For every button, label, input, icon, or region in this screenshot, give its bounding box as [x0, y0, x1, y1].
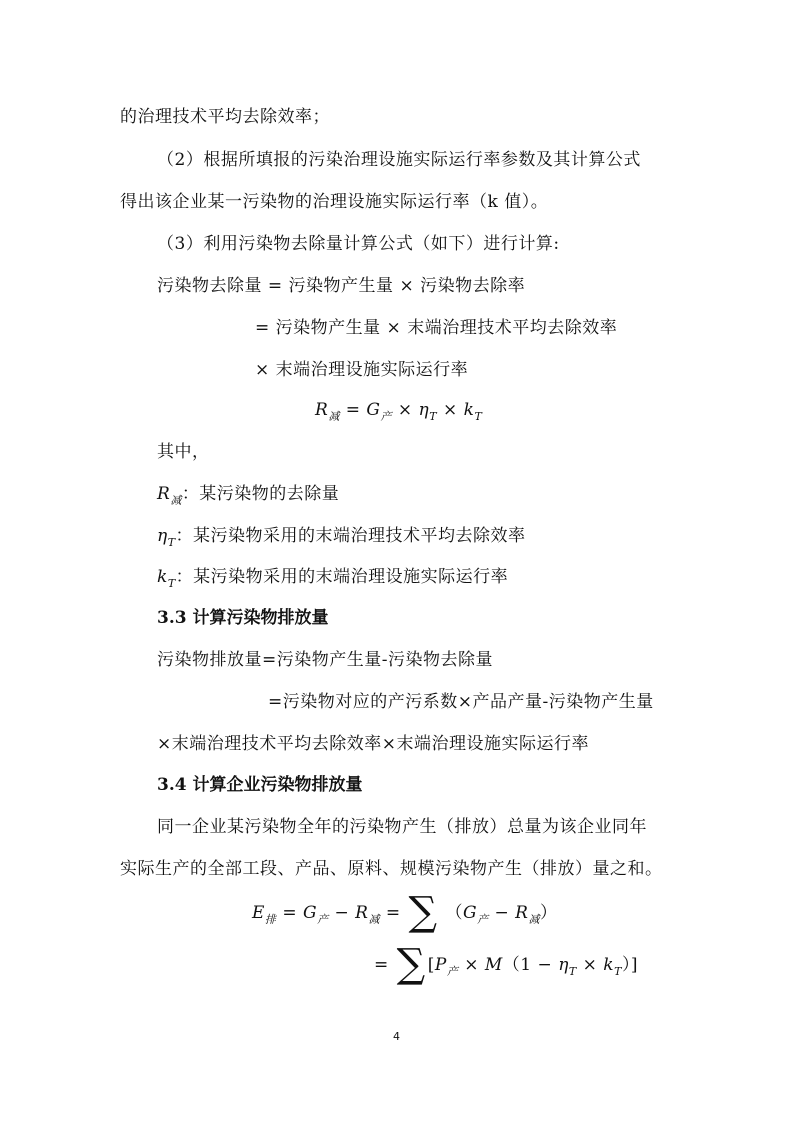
formula-emission: $E_排 = G_产 - R_减$ = ∑ $(G_产 - R_减)$ — [252, 889, 558, 935]
formula-emission-expanded: = ∑ $[P_产 \times M(1 - \eta_T \times k_T)]$ — [374, 941, 639, 987]
text-line: 的治理技术平均去除效率； — [120, 107, 330, 127]
section-heading: 3.3 计算污染物排放量 — [157, 608, 329, 628]
text-line: 同一企业某污染物全年的污染物产生（排放）总量为该企业同年 — [157, 817, 647, 837]
text-line: （3）利用污染物去除量计算公式（如下）进行计算: — [157, 234, 560, 254]
page-number: 4 — [393, 1030, 400, 1043]
definition-r: $R_减$：某污染物的去除量 — [157, 484, 340, 507]
text-line: = 污染物产生量 × 末端治理技术平均去除效率 — [255, 318, 618, 338]
text-line: =污染物对应的产污系数×产品产量-污染物产生量 — [268, 692, 654, 712]
text-line: ×末端治理技术平均去除效率×末端治理设施实际运行率 — [157, 734, 589, 754]
text-line: （2）根据所填报的污染治理设施实际运行率参数及其计算公式 — [157, 150, 641, 170]
definition-eta: $\eta_T$：某污染物采用的末端治理技术平均去除效率 — [157, 526, 526, 549]
text-line: 其中， — [157, 442, 210, 462]
section-heading: 3.4 计算企业污染物排放量 — [157, 775, 363, 795]
formula-removal: $R_减 = G_产 \times \eta_T \times k_T$ — [315, 400, 483, 423]
text-line: 污染物去除量 = 污染物产生量 × 污染物去除率 — [157, 276, 526, 296]
text-line: 实际生产的全部工段、产品、原料、规模污染物产生（排放）量之和。 — [120, 859, 663, 879]
definition-k: $k_T$：某污染物采用的末端治理设施实际运行率 — [157, 567, 509, 590]
text-line: × 末端治理设施实际运行率 — [255, 360, 469, 380]
text-line: 得出该企业某一污染物的治理设施实际运行率（k 值）。 — [120, 192, 549, 212]
text-line: 污染物排放量=污染物产生量-污染物去除量 — [157, 650, 493, 670]
